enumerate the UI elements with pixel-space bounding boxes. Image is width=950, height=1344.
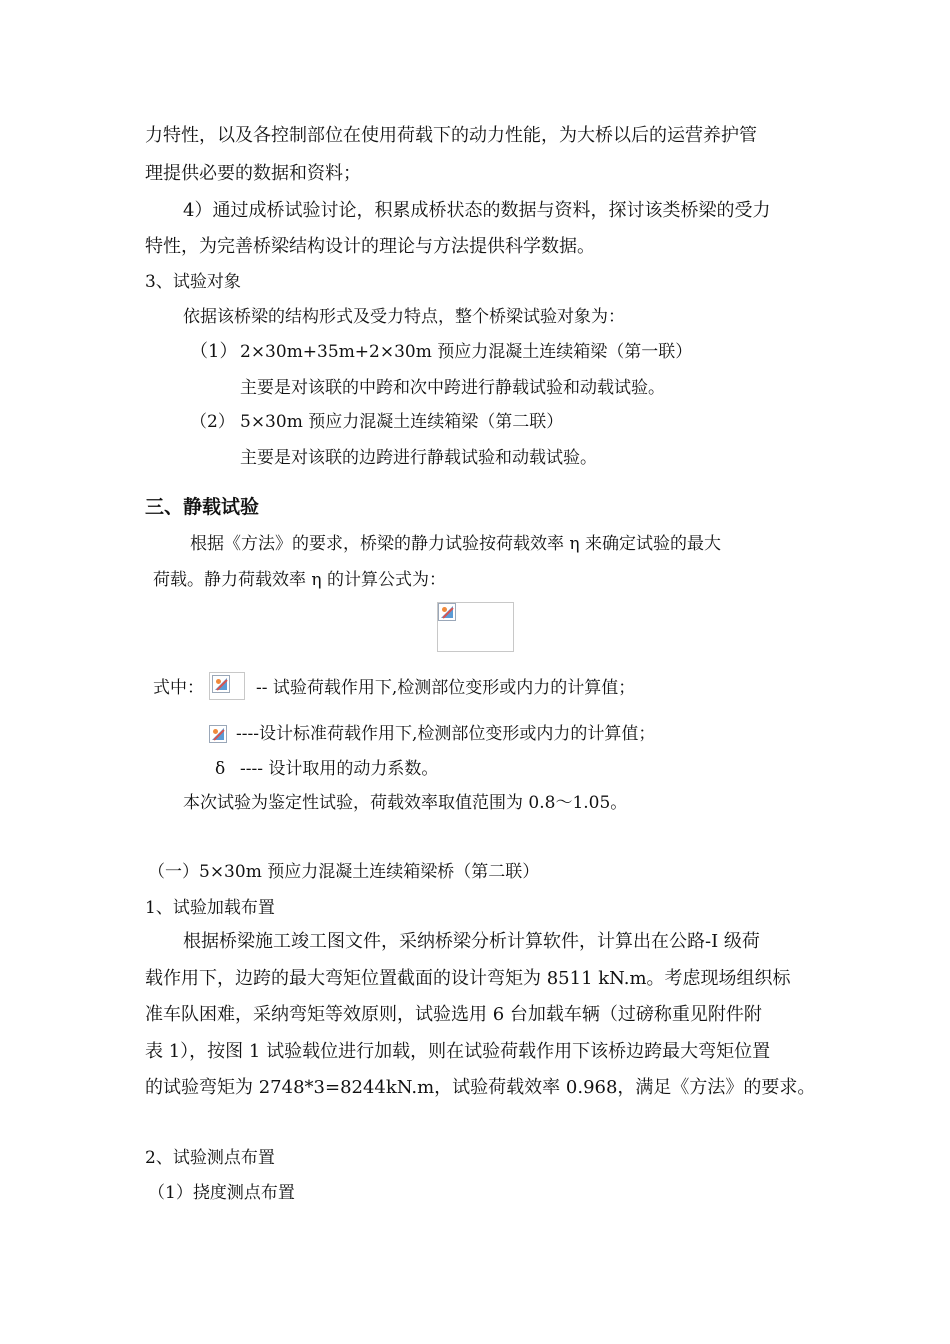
list-item: 2×30m+35m+2×30m 预应力混凝土连续箱梁（第一联） bbox=[240, 342, 693, 362]
text-line: 4）通过成桥试验讨论，积累成桥状态的数据与资料，探讨该类桥梁的受力 bbox=[183, 200, 771, 221]
text-line: 力特性，以及各控制部位在使用荷载下的动力性能，为大桥以后的运营养护管 bbox=[145, 125, 757, 146]
list-item: 5×30m 预应力混凝土连续箱梁（第二联） bbox=[240, 412, 564, 432]
text-line: 荷载。静力荷载效率 η 的计算公式为： bbox=[153, 570, 446, 590]
text-line: 主要是对该联的中跨和次中跨进行静载试验和动载试验。 bbox=[240, 378, 665, 398]
section-heading: 三、静载试验 bbox=[145, 496, 260, 518]
section-title: 3、试验对象 bbox=[145, 272, 241, 292]
formula-image bbox=[437, 602, 514, 652]
text-line: 准车队困难，采纳弯矩等效原则，试验选用 6 台加载车辆（过磅称重见附件附 bbox=[145, 1004, 762, 1025]
list-marker: （1） bbox=[190, 341, 238, 362]
where-item: -- 试验荷载作用下,检测部位变形或内力的计算值； bbox=[256, 678, 636, 698]
text-line: 主要是对该联的边跨进行静载试验和动载试验。 bbox=[240, 448, 597, 468]
item-title: 2、试验测点布置 bbox=[145, 1148, 275, 1168]
broken-image-icon bbox=[209, 725, 227, 743]
broken-image-icon bbox=[438, 603, 456, 621]
sub-item-title: （1）挠度测点布置 bbox=[148, 1183, 295, 1203]
text-line: 根据《方法》的要求，桥梁的静力试验按荷载效率 η 来确定试验的最大 bbox=[190, 534, 721, 554]
where-item: ---- 设计取用的动力系数。 bbox=[240, 759, 439, 779]
text-line: 本次试验为鉴定性试验，荷载效率取值范围为 0.8～1.05。 bbox=[183, 793, 628, 813]
text-line: 依据该桥梁的结构形式及受力特点，整个桥梁试验对象为： bbox=[183, 307, 625, 327]
subsection-title: （一）5×30m 预应力混凝土连续箱梁桥（第二联） bbox=[148, 862, 540, 882]
symbol-image bbox=[209, 672, 245, 700]
text-line: 理提供必要的数据和资料； bbox=[145, 163, 361, 184]
text-line: 载作用下，边跨的最大弯矩位置截面的设计弯矩为 8511 kN.m。考虑现场组织标 bbox=[145, 968, 791, 989]
item-title: 1、试验加载布置 bbox=[145, 898, 275, 918]
delta-symbol: δ bbox=[215, 759, 226, 779]
text-line: 特性，为完善桥梁结构设计的理论与方法提供科学数据。 bbox=[145, 236, 595, 257]
where-label: 式中： bbox=[153, 678, 204, 698]
text-line: 的试验弯矩为 2748*3=8244kN.m，试验荷载效率 0.968，满足《方法》的要求。 bbox=[145, 1077, 816, 1098]
where-item: ----设计标准荷载作用下,检测部位变形或内力的计算值； bbox=[236, 724, 656, 744]
text-line: 表 1），按图 1 试验载位进行加载，则在试验荷载作用下该桥边跨最大弯矩位置 bbox=[145, 1041, 771, 1062]
text-line: 根据桥梁施工竣工图文件，采纳桥梁分析计算软件，计算出在公路-I 级荷 bbox=[183, 931, 760, 952]
broken-image-icon bbox=[212, 675, 230, 693]
list-marker: （2） bbox=[190, 412, 235, 432]
